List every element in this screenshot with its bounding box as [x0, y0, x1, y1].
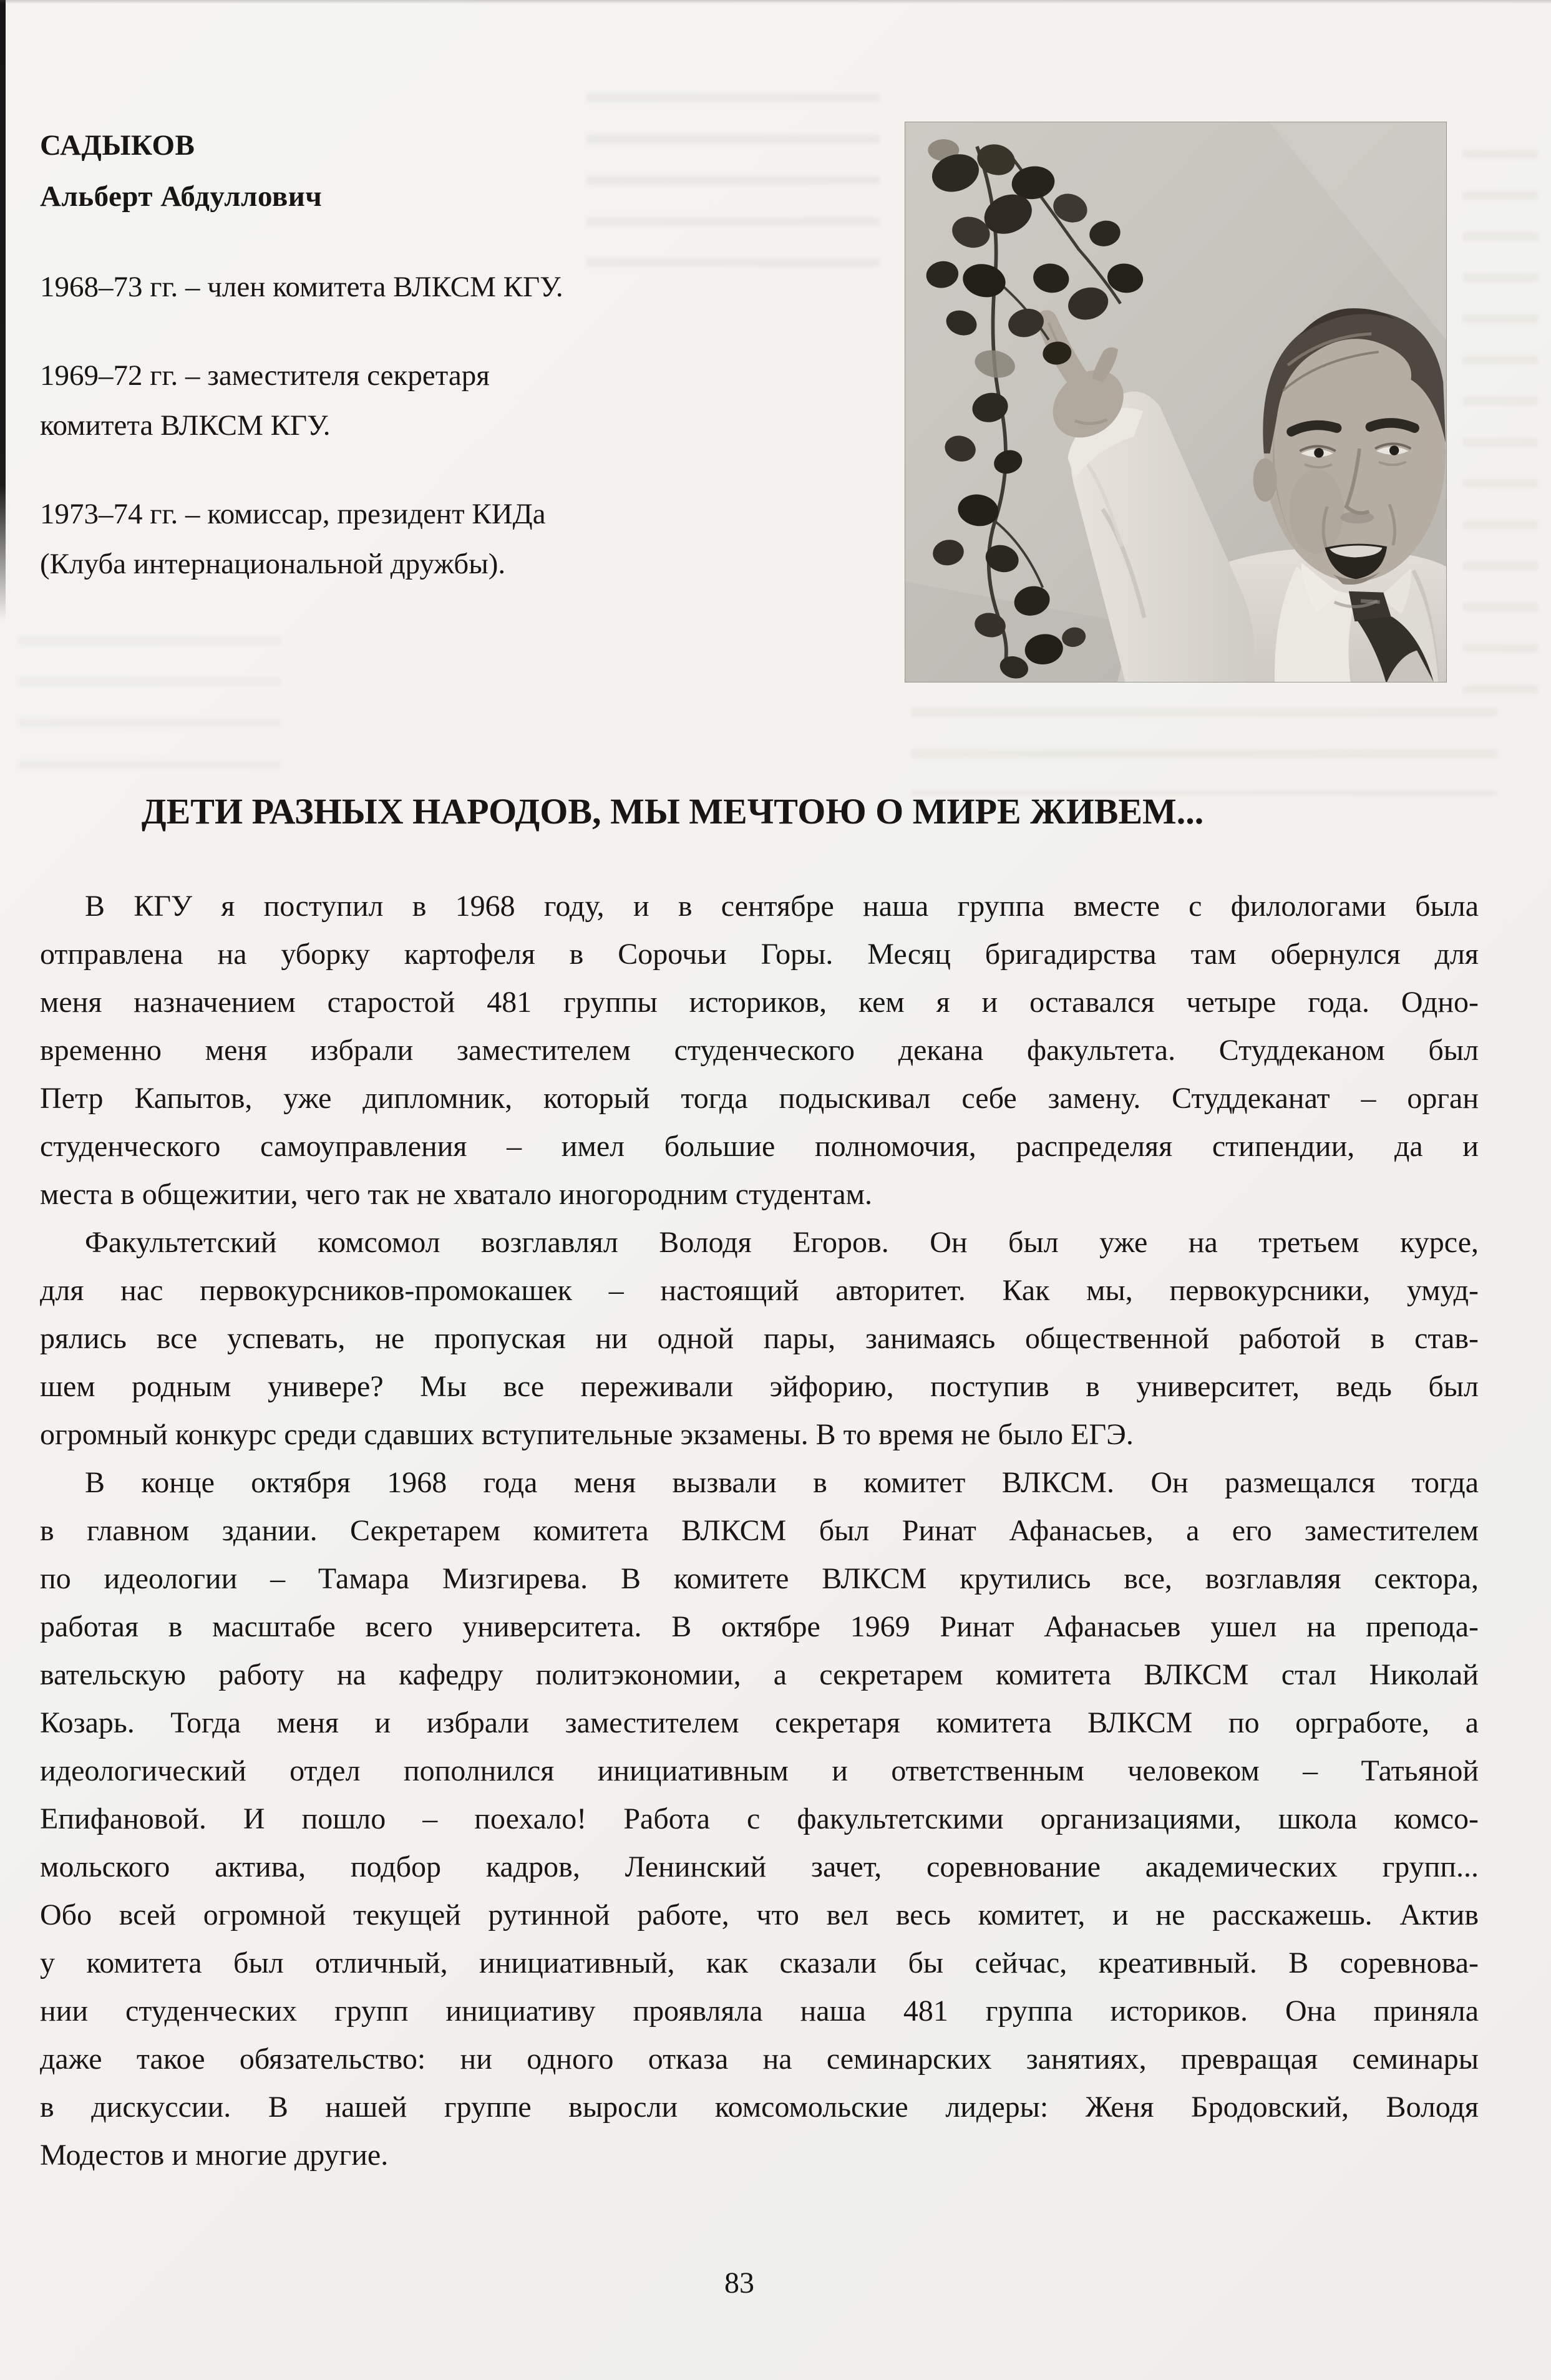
body-line: меня назначением старостой 481 группы историков, кем я и оставался четыре года. Одно- — [40, 986, 1479, 1019]
bio-line: (Клуба интернациональной дружбы). — [40, 548, 506, 580]
body-line: Петр Капытов, уже дипломник, который тогда подыскивал себе замену. Студдеканат – орган — [40, 1082, 1479, 1115]
body-line: в дискуссии. В нашей группе выросли комсомольские лидеры: Женя Бродовский, Володя — [40, 2091, 1479, 2124]
scan-edge-artifact — [0, 0, 6, 621]
body-line: мольского актива, подбор кадров, Ленинский зачет, соревнование академических групп... — [40, 1850, 1479, 1883]
bio-line: 1973–74 гг. – комиссар, президент КИДа — [40, 498, 546, 530]
body-line: Факультетский комсомол возглавлял Володя Егоров. Он был уже на третьем курсе, — [85, 1226, 1479, 1259]
bio-line: 1969–72 гг. – заместителя секретаря — [40, 359, 490, 392]
person-surname: САДЫКОВ — [40, 129, 195, 162]
person-header — [40, 120, 322, 222]
body-line: огромный конкурс среди сдавших вступительные экзамены. В то время не было ЕГЭ. — [40, 1418, 1134, 1451]
body-line: нии студенческих групп инициативу проявляла наша 481 группа историков. Она приняла — [40, 1994, 1479, 2028]
body-line: по идеологии – Тамара Мизгирева. В комитете ВЛКСМ крутились все, возглавляя сектора, — [40, 1562, 1479, 1595]
bio-line: комитета ВЛКСМ КГУ. — [40, 409, 331, 442]
body-line: Обо всей огромной текущей рутинной работе, что вел весь комитет, и не расскажешь. Актив — [40, 1898, 1479, 1931]
article-title: ДЕТИ РАЗНЫХ НАРОДОВ, МЫ МЕЧТОЮ О МИРЕ ЖИВЕМ... — [141, 791, 1204, 832]
body-line: у комитета был отличный, инициативный, как сказали бы сейчас, креативный. В соревнова- — [40, 1946, 1479, 1979]
body-line: отправлена на уборку картофеля в Сорочьи Горы. Месяц бригадирства там обернулся для — [40, 938, 1479, 971]
body-line: шем родным универе? Мы все переживали эйфорию, поступив в университет, ведь был — [40, 1370, 1479, 1403]
body-line: идеологический отдел пополнился инициативным и ответственным человеком – Татьяной — [40, 1754, 1479, 1787]
body-line: для нас первокурсников-промокашек – настоящий авторитет. Как мы, первокурсники, умуд- — [40, 1274, 1479, 1307]
body-line: рялись все успевать, не пропуская ни одной пары, занимаясь общественной работой в став- — [40, 1322, 1479, 1355]
bio-entry — [40, 489, 876, 589]
page-number: 83 — [724, 2266, 754, 2300]
bio-line: 1968–73 гг. – член комитета ВЛКСМ КГУ. — [40, 271, 563, 303]
body-line: временно меня избрали заместителем студенческого декана факультета. Студдеканом был — [40, 1034, 1479, 1067]
bio-entry — [40, 262, 876, 312]
body-line: работая в масштабе всего университета. В октябре 1969 Ринат Афанасьев ушел на препода- — [40, 1610, 1479, 1643]
bleed-through-artifact — [19, 636, 281, 774]
person-given-names: Альберт Абдуллович — [40, 180, 323, 213]
body-line: студенческого самоуправления – имел большие полномочия, распределяя стипендии, да и — [40, 1130, 1479, 1163]
body-line: В конце октября 1968 года меня вызвали в комитет ВЛКСМ. Он размещался тогда — [85, 1466, 1479, 1499]
body-line: В КГУ я поступил в 1968 году, и в сентябре наша группа вместе с филологами была — [85, 890, 1479, 923]
body-line: Епифановой. И пошло – поехало! Работа с факультетскими организациями, школа комсо- — [40, 1802, 1479, 1835]
body-line: вательскую работу на кафедру политэкономии, а секретарем комитета ВЛКСМ стал Николай — [40, 1658, 1479, 1691]
body-line: места в общежитии, чего так не хватало иногородним студентам. — [40, 1178, 872, 1211]
body-line: Козарь. Тогда меня и избрали заместителем секретаря комитета ВЛКСМ по оргработе, а — [40, 1706, 1479, 1739]
portrait-photo-illustration — [905, 122, 1446, 682]
body-line: в главном здании. Секретарем комитета ВЛКСМ был Ринат Афанасьев, а его заместителем — [40, 1514, 1479, 1547]
bio-entries — [40, 262, 876, 628]
portrait-photo — [905, 122, 1447, 682]
article-body — [40, 882, 1479, 2179]
body-line: даже такое обязательство: ни одного отказа на семинарских занятиях, превращая семинары — [40, 2042, 1479, 2076]
bleed-through-artifact — [1463, 150, 1538, 699]
body-line: Модестов и многие другие. — [40, 2139, 389, 2172]
bio-entry — [40, 351, 876, 450]
bleed-through-artifact — [911, 708, 1497, 795]
scan-edge-artifact — [0, 0, 1551, 4]
